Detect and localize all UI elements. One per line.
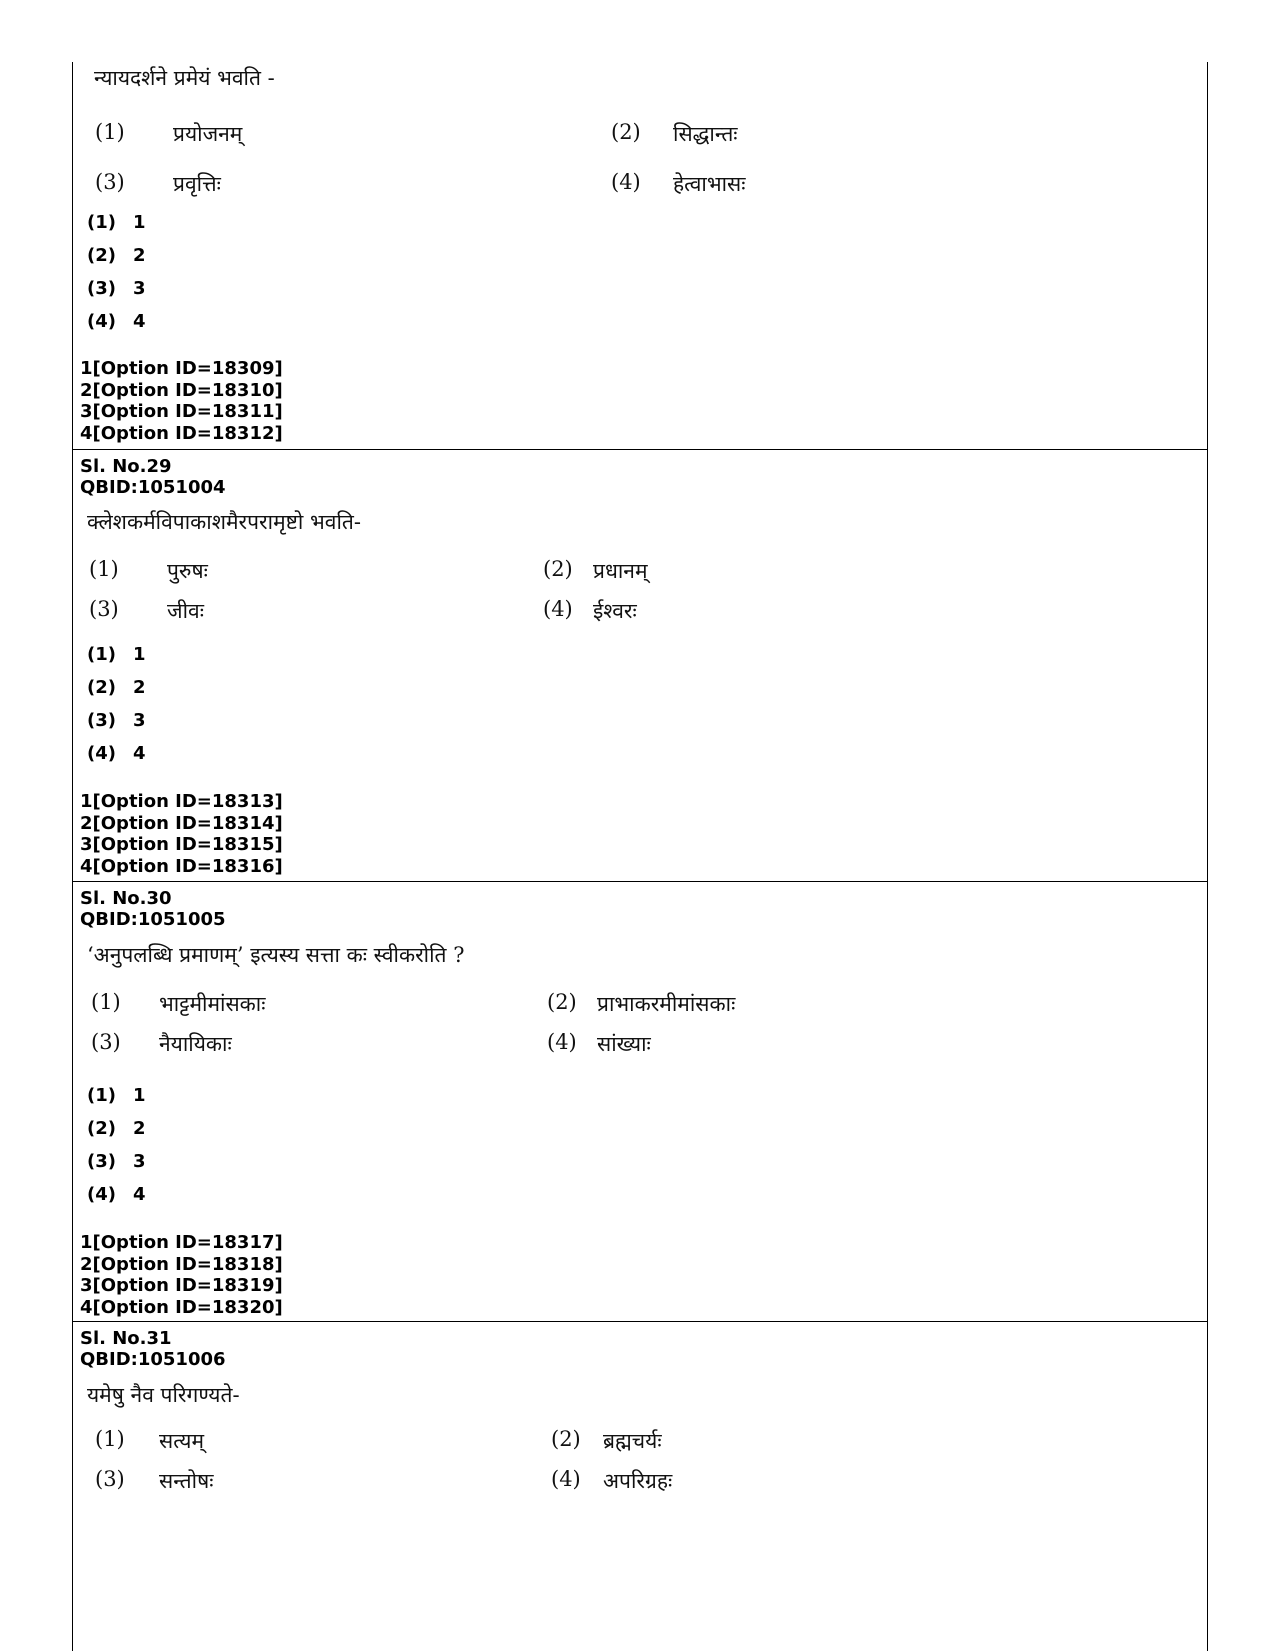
answer-line: (3) 3 — [87, 1151, 146, 1172]
answer-line: (2) 2 — [87, 1118, 146, 1139]
option-id: 1[Option ID=18317] — [80, 1232, 283, 1253]
answer-line: (2) 2 — [87, 245, 146, 266]
choice-row-2 — [73, 1467, 1209, 1497]
serial-number: Sl. No.31 — [80, 1328, 172, 1349]
option-id: 4[Option ID=18316] — [80, 855, 283, 877]
choice-number: (3) — [95, 170, 125, 194]
choice-number: (4) — [547, 1030, 577, 1054]
choice-text: जीवः — [167, 599, 204, 623]
answer-line: (4) 4 — [87, 743, 146, 764]
choice-number: (3) — [91, 1030, 121, 1054]
option-id: 4[Option ID=18320] — [80, 1296, 283, 1318]
choice-text: नैयायिकाः — [159, 1032, 232, 1056]
choice-text: भाट्टमीमांसकाः — [159, 992, 266, 1016]
serial-number: Sl. No.29 — [80, 456, 172, 477]
option-id-list — [80, 1232, 283, 1318]
option-id: 1[Option ID=18309] — [80, 358, 283, 379]
choice-text: सन्तोषः — [159, 1469, 214, 1493]
choice-text: सांख्याः — [597, 1032, 651, 1056]
option-id: 2[Option ID=18310] — [80, 379, 283, 401]
answer-line: (3) 3 — [87, 278, 146, 299]
choice-number: (2) — [611, 120, 641, 144]
choice-number: (4) — [543, 597, 573, 621]
choice-row-2 — [73, 1030, 1209, 1060]
qbid: QBID:1051004 — [80, 477, 226, 498]
choice-number: (2) — [543, 557, 573, 581]
choice-row-2 — [73, 170, 1209, 200]
option-id: 1[Option ID=18313] — [80, 791, 283, 812]
choice-text: प्रवृत्तिः — [173, 172, 221, 196]
option-id: 3[Option ID=18315] — [80, 834, 283, 855]
choice-number: (3) — [89, 597, 119, 621]
answer-line: (3) 3 — [87, 710, 146, 731]
choice-row-1 — [73, 120, 1209, 150]
question-block-30 — [73, 881, 1207, 1322]
choice-text: अपरिग्रहः — [603, 1469, 673, 1493]
choice-text: प्रयोजनम् — [173, 122, 243, 146]
qbid: QBID:1051006 — [80, 1349, 226, 1370]
choice-number: (1) — [91, 990, 121, 1014]
question-block-28 — [73, 62, 1207, 462]
choice-row-1 — [73, 1427, 1209, 1457]
option-id: 4[Option ID=18312] — [80, 422, 283, 444]
option-id-list — [80, 358, 283, 444]
page-frame — [72, 62, 1208, 1651]
choice-number: (1) — [95, 1427, 125, 1451]
question-text: क्लेशकर्मविपाकाशमैरपरामृष्टो भवति- — [87, 510, 361, 534]
choice-text: प्राभाकरमीमांसकाः — [597, 992, 736, 1016]
choice-number: (1) — [89, 557, 119, 581]
serial-number: Sl. No.30 — [80, 888, 172, 909]
option-id: 3[Option ID=18311] — [80, 401, 283, 422]
qbid: QBID:1051005 — [80, 909, 226, 930]
choice-number: (2) — [551, 1427, 581, 1451]
choice-number: (1) — [95, 120, 125, 144]
answer-line: (4) 4 — [87, 311, 146, 332]
question-text: ‘अनुपलब्धि प्रमाणम्’ इत्यस्य सत्ता कः स्वीकरोति ? — [87, 943, 465, 967]
question-text: न्यायदर्शने प्रमेयं भवति - — [94, 66, 275, 90]
choice-row-2 — [73, 597, 1209, 627]
answer-line: (1) 1 — [87, 644, 146, 665]
option-id: 2[Option ID=18318] — [80, 1253, 283, 1275]
choice-row-1 — [73, 990, 1209, 1020]
question-block-29 — [73, 449, 1207, 882]
answer-line: (2) 2 — [87, 677, 146, 698]
option-id-list — [80, 791, 283, 877]
answer-line: (1) 1 — [87, 1085, 146, 1106]
choice-number: (4) — [551, 1467, 581, 1491]
choice-text: सिद्धान्तः — [673, 122, 738, 146]
choice-number: (3) — [95, 1467, 125, 1491]
choice-text: हेत्वाभासः — [673, 172, 746, 196]
choice-text: पुरुषः — [167, 559, 208, 583]
choice-text: सत्यम् — [159, 1429, 205, 1453]
choice-text: ब्रह्मचर्यः — [603, 1429, 662, 1453]
choice-text: प्रधानम् — [593, 559, 648, 583]
question-block-31 — [73, 1321, 1207, 1652]
answer-line: (4) 4 — [87, 1184, 146, 1205]
answer-line: (1) 1 — [87, 212, 146, 233]
choice-number: (2) — [547, 990, 577, 1014]
choice-number: (4) — [611, 170, 641, 194]
question-text: यमेषु नैव परिगण्यते- — [87, 1383, 240, 1407]
option-id: 3[Option ID=18319] — [80, 1275, 283, 1296]
choice-text: ईश्वरः — [593, 599, 637, 623]
option-id: 2[Option ID=18314] — [80, 812, 283, 834]
choice-row-1 — [73, 557, 1209, 587]
